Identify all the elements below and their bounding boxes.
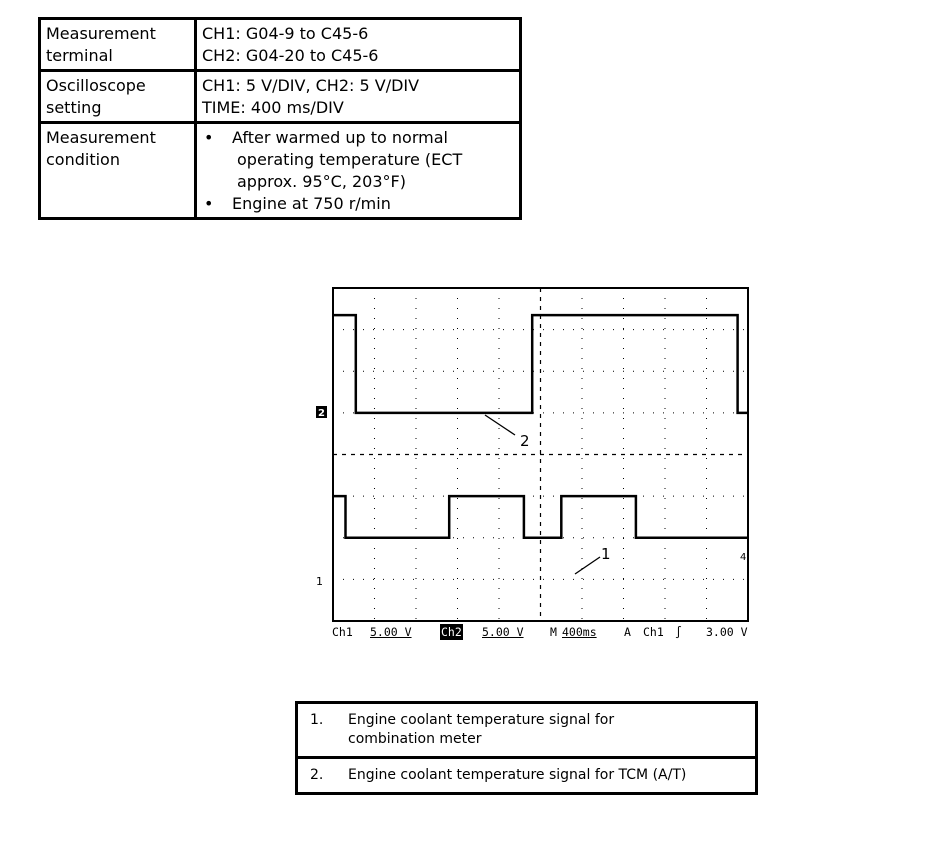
spec-value-oscilloscope: CH1: 5 V/DIV, CH2: 5 V/DIV TIME: 400 ms/DIV <box>196 71 521 123</box>
scope-readout <box>332 624 760 640</box>
spec-value-terminal: CH1: G04-9 to C45-6 CH2: G04-20 to C45-6 <box>196 19 521 71</box>
spec-row-terminal <box>40 19 521 71</box>
legend-text: Engine coolant temperature signal for <box>348 712 615 728</box>
legend-text-cont: combination meter <box>348 731 482 747</box>
callout-2: 2 <box>520 432 530 450</box>
ch2-ground-marker: 2 <box>318 408 325 419</box>
legend-number: 1. <box>310 712 324 728</box>
bullet-icon: • <box>204 194 214 213</box>
spec-table <box>38 17 522 220</box>
spec-label-oscilloscope: Oscilloscope setting <box>40 71 196 123</box>
spec-label-condition: Measurement condition <box>40 123 196 219</box>
readout-time-scale: 400ms <box>562 625 597 639</box>
callout-1: 1 <box>601 545 611 563</box>
readout-trigger-slope: ∫ <box>675 625 682 639</box>
readout-ch1-scale: 5.00 V <box>370 625 412 639</box>
legend-row-2 <box>297 758 757 794</box>
spec-value-condition: • After warmed up to normal operating temperature (ECT approx. 95°C, 203°F) • Engine at 750 r/min <box>196 123 521 219</box>
callout-1-leader <box>575 557 600 574</box>
spec-row-oscilloscope <box>40 71 521 123</box>
readout-trigger-source: Ch1 <box>643 625 664 639</box>
legend-table <box>295 701 758 795</box>
spec-row-condition <box>40 123 521 219</box>
legend-number: 2. <box>310 767 324 783</box>
trigger-marker: 4 <box>740 552 747 563</box>
oscilloscope <box>310 283 760 645</box>
oscilloscope-screen <box>310 283 760 623</box>
readout-trigger-mode: A <box>624 625 631 639</box>
condition-bullet-engine: • Engine at 750 r/min <box>204 194 391 213</box>
callout-2-leader <box>485 415 515 435</box>
condition-bullet-warmup: • After warmed up to normal <box>204 128 448 147</box>
legend-row-1 <box>297 703 757 758</box>
legend-text: Engine coolant temperature signal for TCM (A/T) <box>348 767 687 783</box>
readout-time-label: M <box>550 625 557 639</box>
bullet-icon: • <box>204 128 214 147</box>
ch1-ground-marker: 1 <box>316 575 323 588</box>
readout-trigger-level: 3.00 V <box>706 625 748 639</box>
spec-label-terminal: Measurement terminal <box>40 19 196 71</box>
scope-grid <box>333 288 748 621</box>
readout-ch1-label: Ch1 <box>332 625 353 639</box>
readout-ch2-scale: 5.00 V <box>482 625 524 639</box>
readout-ch2-label: Ch2 <box>441 625 462 639</box>
